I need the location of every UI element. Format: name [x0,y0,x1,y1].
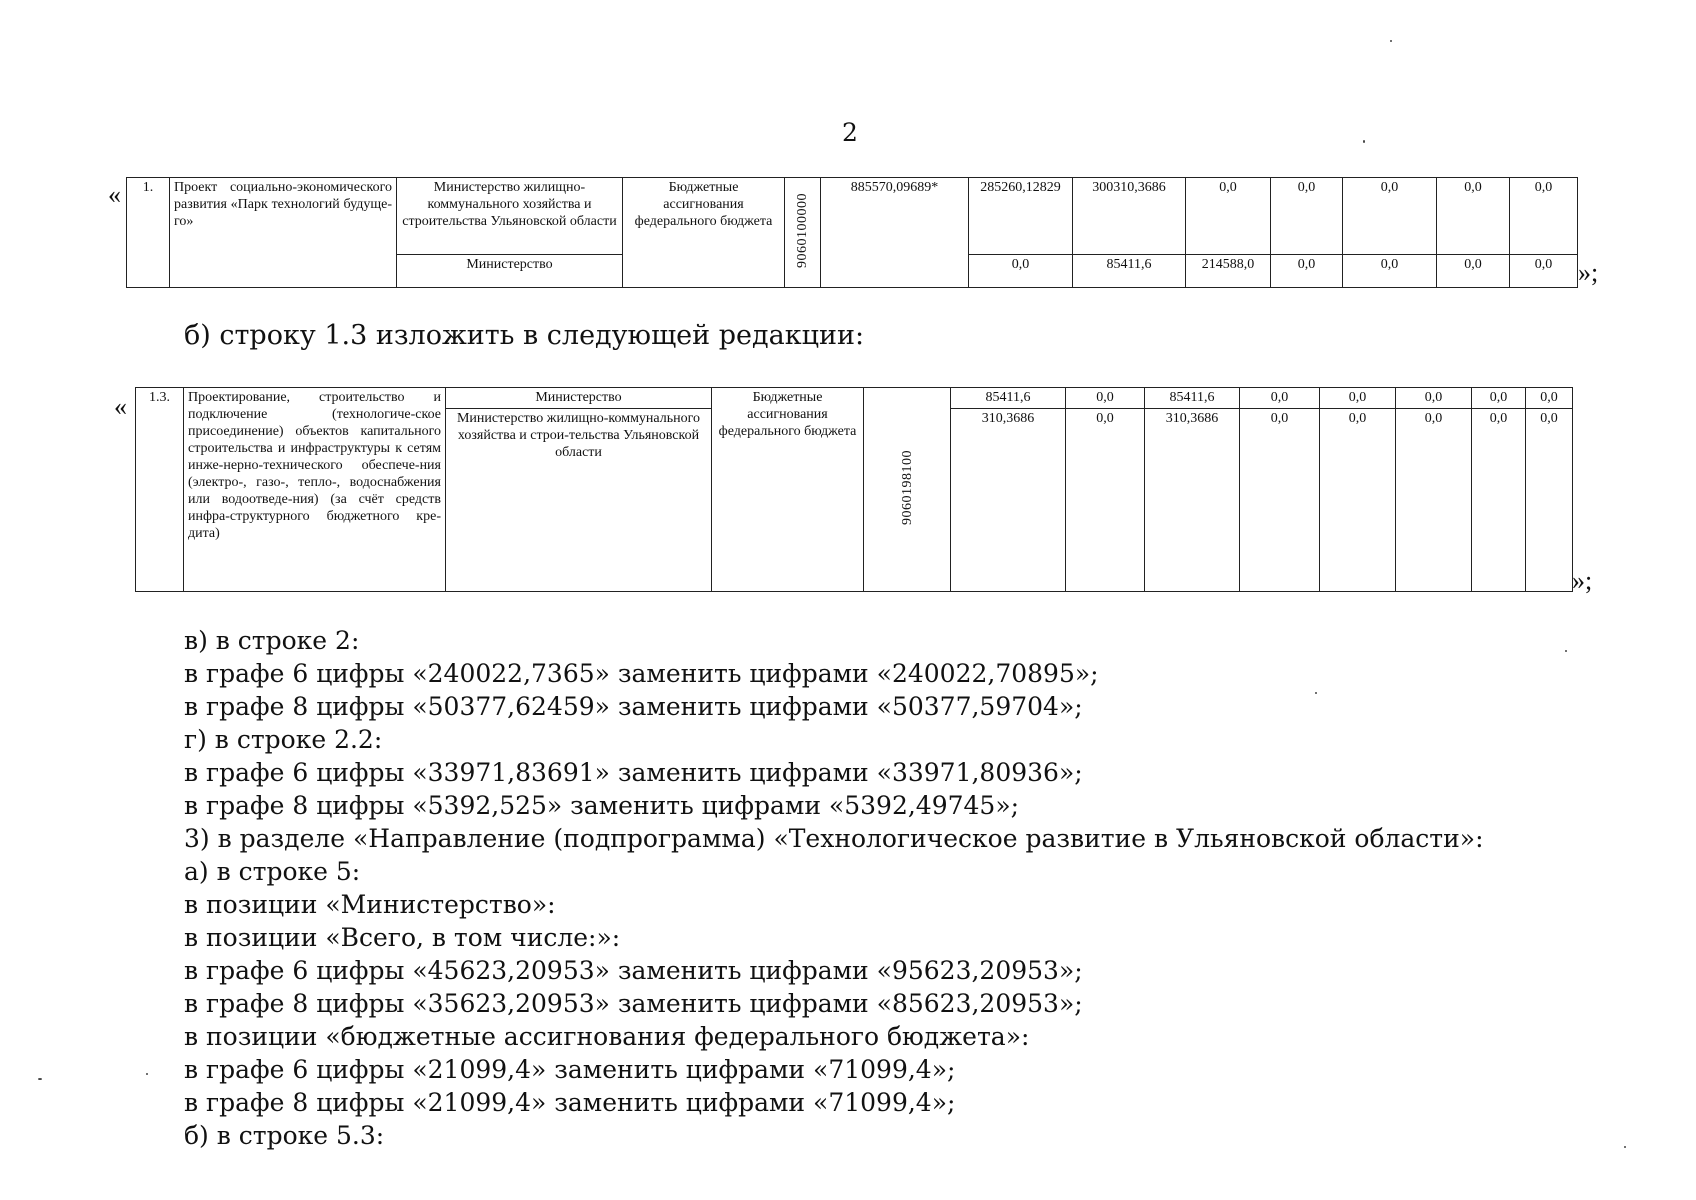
value-cell: 0,0 [1437,255,1510,288]
value-cell: 300310,3686 [1073,178,1186,255]
value-cell: 0,0 [1472,388,1526,409]
responsible-ministry: Министерство жилищно-коммунального хозяйства и строительства Ульяновской области [397,178,623,255]
value-cell: 0,0 [1437,178,1510,255]
value-cell: 285260,12829 [969,178,1073,255]
value-cell: 0,0 [1510,255,1578,288]
row-number: 1.3. [136,388,184,592]
close-quote-2: »; [1572,566,1593,595]
project-name: Проектирование, строительство и подключение (технологиче-ское присоединение) объектов капитального строительства и инфраструктуры к сетям инже-нерно-технического обеспече-ния (электро-, газо-, тепло-, водоснабжения или водоотведе-ния) (за счёт средств инфра-структурного бюджетного кре-дита) [184,388,446,592]
text-line: в графе 8 цифры «5392,525» заменить цифрами «5392,49745»; [184,791,1020,820]
scan-speck [1624,1146,1626,1148]
page-number: 2 [842,118,858,147]
total-value: 885570,09689* [821,178,969,288]
value-cell: 85411,6 [951,388,1066,409]
scan-speck [1390,40,1392,42]
open-quote-2: « [114,392,127,421]
project-name: Проект социально-экономического развития «Парк технологий будуще-го» [170,178,397,288]
value-cell: 0,0 [1343,178,1437,255]
value-cell: 0,0 [1526,409,1573,592]
text-line: в позиции «Министерство»: [184,890,556,919]
budget-code: 9060198100 [899,449,915,525]
value-cell: 85411,6 [1145,388,1240,409]
budget-code-cell [785,178,821,288]
scan-speck [38,1078,42,1080]
text-line: в графе 6 цифры «21099,4» заменить цифрами «71099,4»; [184,1055,956,1084]
text-line: 3) в разделе «Направление (подпрограмма) «Технологическое развитие в Ульяновской области»: [184,824,1484,853]
text-line: в позиции «бюджетные ассигнования федерального бюджета»: [184,1022,1030,1051]
section-heading-b: б) строку 1.3 изложить в следующей редакции: [184,320,865,351]
value-cell: 0,0 [1271,178,1343,255]
scan-speck [1565,650,1567,652]
close-quote-1: »; [1578,258,1599,287]
value-cell: 0,0 [969,255,1073,288]
row-number: 1. [127,178,170,288]
value-cell: 0,0 [1320,409,1396,592]
open-quote-1: « [108,180,121,209]
value-cell: 310,3686 [951,409,1066,592]
value-cell: 0,0 [1510,178,1578,255]
text-line: в графе 6 цифры «33971,83691» заменить цифрами «33971,80936»; [184,758,1083,787]
value-cell: 0,0 [1396,409,1472,592]
responsible-ministry-2: Министерство [397,255,623,288]
value-cell: 0,0 [1186,178,1271,255]
text-line: в графе 8 цифры «35623,20953» заменить цифрами «85623,20953»; [184,989,1083,1018]
value-cell: 0,0 [1240,388,1320,409]
value-cell: 85411,6 [1073,255,1186,288]
text-line: в графе 6 цифры «45623,20953» заменить цифрами «95623,20953»; [184,956,1083,985]
value-cell: 0,0 [1396,388,1472,409]
responsible-ministry: Министерство [446,388,712,409]
scan-speck [1363,140,1365,143]
value-cell: 0,0 [1526,388,1573,409]
value-cell: 0,0 [1066,409,1145,592]
value-cell: 0,0 [1066,388,1145,409]
text-line: в графе 8 цифры «50377,62459» заменить цифрами «50377,59704»; [184,692,1083,721]
value-cell: 0,0 [1343,255,1437,288]
table-row-1 [126,177,1578,288]
funding-source: Бюджетные ассигнования федерального бюджета [712,388,864,592]
funding-source: Бюджетные ассигнования федерального бюджета [623,178,785,288]
value-cell: 0,0 [1472,409,1526,592]
text-line: в) в строке 2: [184,626,360,655]
scan-speck [146,1073,148,1075]
scan-speck [1315,692,1317,694]
budget-code: 9060100000 [795,192,810,268]
value-cell: 310,3686 [1145,409,1240,592]
budget-code-cell [864,388,951,592]
responsible-ministry-2: Министерство жилищно-коммунального хозяйства и строи-тельства Ульяновской области [446,409,712,592]
amendment-text [184,624,1484,1152]
value-cell: 0,0 [1320,388,1396,409]
text-line: г) в строке 2.2: [184,725,383,754]
text-line: в позиции «Всего, в том числе:»: [184,923,621,952]
text-line: б) в строке 5.3: [184,1121,385,1150]
text-line: в графе 6 цифры «240022,7365» заменить цифрами «240022,70895»; [184,659,1099,688]
table-row-1-3 [135,387,1573,592]
text-line: а) в строке 5: [184,857,361,886]
value-cell: 0,0 [1271,255,1343,288]
value-cell: 0,0 [1240,409,1320,592]
value-cell: 214588,0 [1186,255,1271,288]
text-line: в графе 8 цифры «21099,4» заменить цифрами «71099,4»; [184,1088,956,1117]
